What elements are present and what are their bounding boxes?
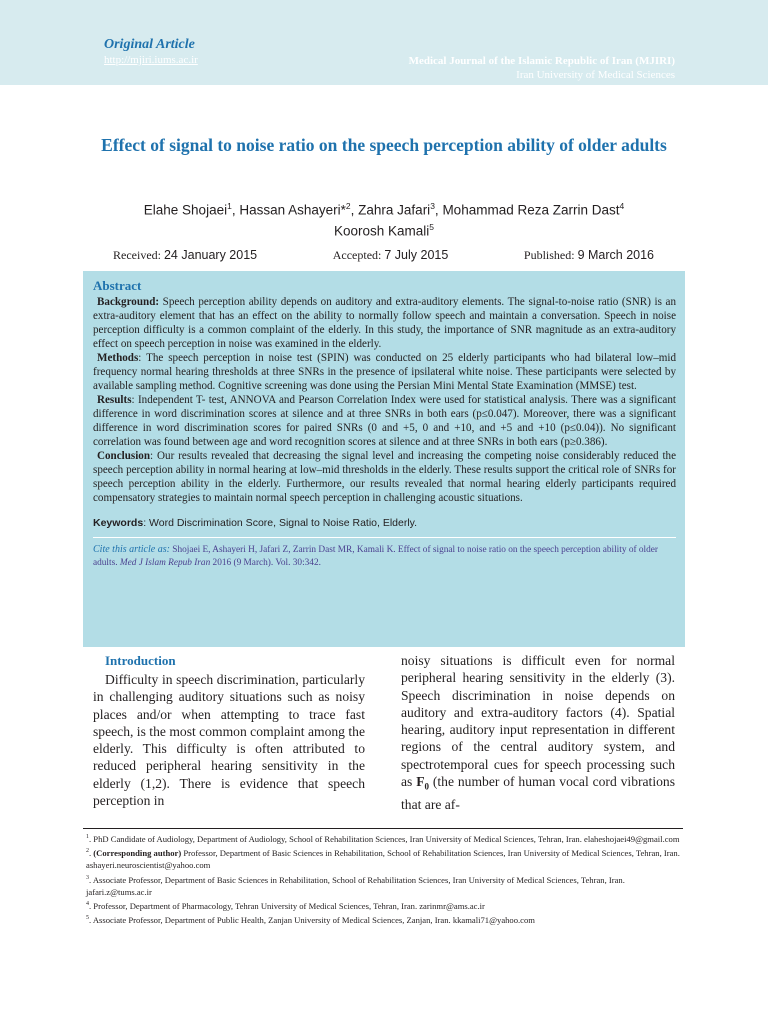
citation: Cite this article as: Shojaei E, Ashayeri H, Jafari Z, Zarrin Dast MR, Kamali K. Effect of signal to noise ratio on the speech perception ability of older adults. Med J Islam Repub Iran 2016 (9 March). Vol. 30:342. [93,544,658,568]
accepted-date: Accepted: 7 July 2015 [332,248,449,262]
journal-url-link[interactable]: http://mjiri.iums.ac.ir [104,54,198,66]
abstract-heading: Abstract [93,278,142,293]
author-name: Zahra Jafari [358,202,431,218]
author-affiliation-mark: 5 [429,221,435,232]
published-date: Published: 9 March 2016 [523,248,654,262]
footnotes [86,831,686,926]
footnote: $^3$. Associate Professor, Department of Basic Sciences in Rehabilitation, School of Rehabilitation Sciences, Iran University of Medical Sciences, Tehran, Iran. jafari.z@tums.ac.ir [86,874,625,897]
author-name: Koorosh Kamali [333,223,430,238]
article-type: Original Article [104,37,195,52]
introduction-paragraph-continued: noisy situations is difficult even for normal peripheral hearing sensitivity in the elderly (3). Speech discrimination in noise depends on auditory and extra-auditory factors (4). Spatial hearing, auditory input representation in different regions of the central auditory system, and spectrotemporal cues for speech processing such as $F_0$ (the number of human vocal cord vibrations that are af- [401,653,675,813]
footnote: $^4$. Professor, Department of Pharmacology, Tehran University of Medical Sciences, Tehran, Iran. zarinmr@ams.ac.ir [86,900,485,911]
author-affiliation-mark: 3 [430,201,435,211]
abstract-results: Results: Independent T- test, ANNOVA and Pearson Correlation Index were used for statistical analysis. There was a significant difference in word discrimination scores at silence and at three SNRs in both ears (p≤0.047). Moreover, there was a significant difference in word discrimination scores for paired SNRs (0 and +5, 0 and +10, and +5 and +10 (p≤0.04)). No significant correlation was found between age and word recognition scores at silence and at three SNRs in both ears (p≥0.386). [93,394,676,448]
introduction-paragraph: Difficulty in speech discrimination, particularly in challenging auditory situations such as noisy places and/or when attempting to trace fast speech, is the most common complaint among the elderly. This difficulty is often attributed to reduced peripheral hearing sensitivity in the elderly (1,2). There is evidence that speech perception in [93,672,365,809]
author-name: Mohammad Reza Zarrin Dast [442,202,620,218]
paper-title: Effect of signal to noise ratio on the speech perception ability of older adults [101,135,667,155]
publication-dates [100,248,668,264]
abstract-background: Background: Speech perception ability depends on auditory and extra-auditory elements. The signal-to-noise ratio (SNR) is an extra-auditory element that has an effect on the ability to normally follow speech and maintain a conversation. Speech in noise perception difficulty is a common complaint of the elderly. In this study, the importance of SNR magnitude as an extra-auditory effect on speech perception in noise was examined in the elderly. [93,296,676,350]
author-name: Elahe Shojaei [143,202,228,218]
footnote: $^5$. Associate Professor, Department of Public Health, Zanjan University of Medical Sciences, Zanjan, Iran. kkamali71@yahoo.com [86,915,535,926]
footnote-divider [83,828,683,829]
abstract-box [83,271,685,647]
author-affiliation-mark: 4 [619,201,625,211]
received-date: Received: 24 January 2015 [113,248,258,262]
author-list: Elahe Shojaei$^1$, Hassan Ashayeri*$^2$, Zahra Jafari$^3$, Mohammad Reza Zarrin Dast$^4$ Koorosh Kamali$^5$ [143,201,625,238]
f0-symbol: $F_0$ [416,774,429,792]
journal-name: Medical Journal of the Islamic Republic of Iran (MJIRI) [408,55,675,67]
abstract-methods: Methods: The speech perception in noise test (SPIN) was conducted on 25 elderly participants who had bilateral low–mid frequency normal hearing thresholds at three SNRs in the presence of ipsilateral white noise. These participants were selected by available sampling method. Cognitive screening was done using the Persian Mini Mental State Examination (MMSE) test. [93,352,676,392]
body-column-right [401,652,675,813]
author-affiliation-mark: 2 [345,201,351,211]
introduction-heading: Introduction [105,653,176,668]
journal-header [0,0,768,85]
header-brand [104,37,198,66]
author-name: Hassan Ashayeri* [239,202,346,218]
abstract-conclusion: Conclusion: Our results revealed that decreasing the signal level and increasing the competing noise considerably reduced the speech perception ability in normal hearing at low–mid thresholds in the elderly. These results support the critical role of SNRs for speech perception ability in the elderly. Furthermore, our results revealed that normal hearing elderly participants required compensatory strategies to maintain normal speech perception in challenging acoustic situations. [93,450,676,504]
journal-institution: Iran University of Medical Sciences [516,69,675,81]
keywords: Keywords: Word Discrimination Score, Signal to Noise Ratio, Elderly. [93,517,418,529]
journal-info [409,55,675,81]
abstract-divider [93,537,676,538]
body-column-left [93,652,365,809]
footnote: $^2$. (Corresponding author) Professor, Department of Basic Sciences in Rehabilitation, School of Rehabilitation Sciences, Iran University of Medical Sciences, Tehran, Iran. ashayeri.neuroscientist@yahoo.com [86,848,680,871]
author-affiliation-mark: 1 [227,201,232,211]
footnote: $^1$. PhD Candidate of Audiology, Department of Audiology, School of Rehabilitation Sciences, Iran University of Medical Sciences, Tehran, Iran. elaheshojaei49@gmail.com [86,833,680,844]
